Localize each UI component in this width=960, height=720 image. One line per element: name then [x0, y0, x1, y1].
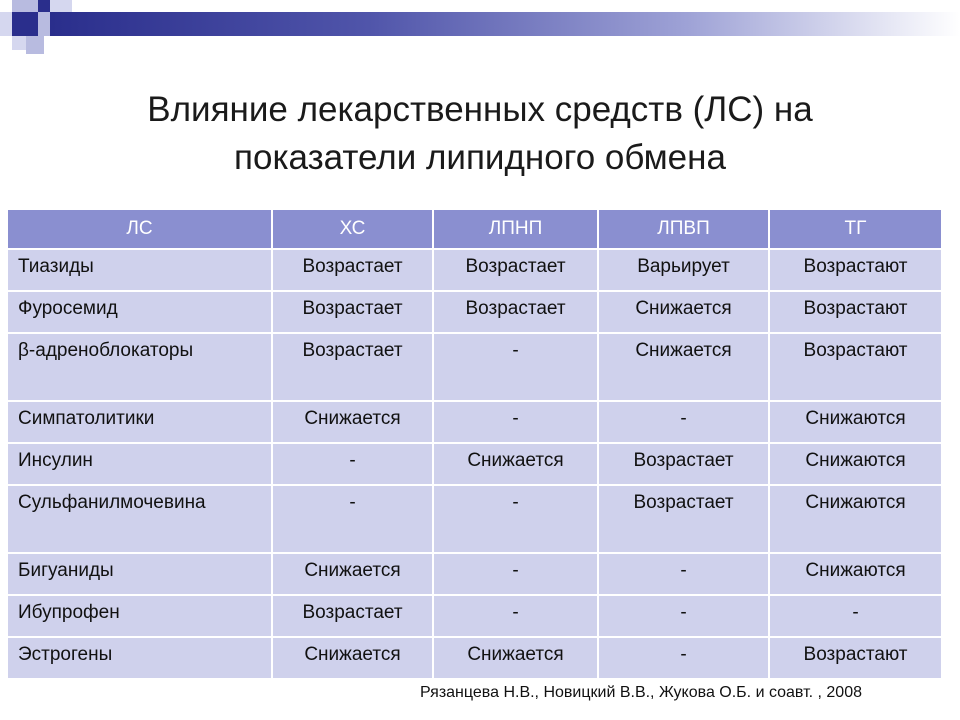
slide-title: [0, 86, 960, 182]
ldl-effect: Возрастает: [433, 249, 598, 291]
hdl-effect: Снижается: [598, 291, 769, 333]
drug-name: Эстрогены: [8, 637, 272, 679]
ldl-effect: -: [433, 595, 598, 637]
triglycerides-effect: Возрастают: [769, 291, 942, 333]
triglycerides-effect: Снижаются: [769, 485, 942, 553]
hdl-effect: Снижается: [598, 333, 769, 401]
table-row: [8, 485, 942, 553]
ldl-effect: -: [433, 333, 598, 401]
header-ldl: ЛПНП: [433, 210, 598, 249]
table-row: [8, 595, 942, 637]
drug-name: Симпатолитики: [8, 401, 272, 443]
table-row: [8, 249, 942, 291]
triglycerides-effect: Снижаются: [769, 443, 942, 485]
cholesterol-effect: Возрастает: [272, 333, 433, 401]
hdl-effect: Варьирует: [598, 249, 769, 291]
triglycerides-effect: Снижаются: [769, 553, 942, 595]
drug-name: Ибупрофен: [8, 595, 272, 637]
drug-name: Фуросемид: [8, 291, 272, 333]
deco-square: [12, 36, 26, 50]
header-cholesterol: ХС: [272, 210, 433, 249]
deco-square: [12, 12, 38, 36]
header-hdl: ЛПВП: [598, 210, 769, 249]
hdl-effect: Возрастает: [598, 443, 769, 485]
table-row: [8, 443, 942, 485]
triglycerides-effect: Снижаются: [769, 401, 942, 443]
triglycerides-effect: Возрастают: [769, 249, 942, 291]
ldl-effect: Снижается: [433, 637, 598, 679]
cholesterol-effect: -: [272, 485, 433, 553]
drug-name: β-адреноблокаторы: [8, 333, 272, 401]
cholesterol-effect: Снижается: [272, 553, 433, 595]
drug-name: Бигуаниды: [8, 553, 272, 595]
deco-square: [0, 12, 12, 36]
hdl-effect: -: [598, 553, 769, 595]
triglycerides-effect: -: [769, 595, 942, 637]
header-drug: ЛС: [8, 210, 272, 249]
drug-name: Инсулин: [8, 443, 272, 485]
deco-square: [38, 0, 50, 12]
hdl-effect: -: [598, 637, 769, 679]
deco-square: [38, 12, 50, 36]
ldl-effect: Возрастает: [433, 291, 598, 333]
ldl-effect: Снижается: [433, 443, 598, 485]
ldl-effect: -: [433, 401, 598, 443]
table-row: [8, 637, 942, 679]
drug-name: Сульфанилмочевина: [8, 485, 272, 553]
table-header-row: [8, 210, 942, 249]
table-row: [8, 401, 942, 443]
header-banner: [50, 12, 960, 36]
slide-title-line-2: показатели липидного обмена: [234, 138, 726, 177]
table-row: [8, 291, 942, 333]
cholesterol-effect: Возрастает: [272, 249, 433, 291]
hdl-effect: -: [598, 595, 769, 637]
cholesterol-effect: -: [272, 443, 433, 485]
cholesterol-effect: Снижается: [272, 637, 433, 679]
deco-square: [26, 36, 44, 54]
slide-title-line-1: Влияние лекарственных средств (ЛС) на: [147, 90, 813, 129]
hdl-effect: Возрастает: [598, 485, 769, 553]
lipid-effects-table: [8, 210, 943, 680]
deco-square: [12, 0, 38, 12]
cholesterol-effect: Возрастает: [272, 291, 433, 333]
header-triglycerides: ТГ: [769, 210, 942, 249]
drug-name: Тиазиды: [8, 249, 272, 291]
cholesterol-effect: Снижается: [272, 401, 433, 443]
ldl-effect: -: [433, 553, 598, 595]
table-row: [8, 553, 942, 595]
table-row: [8, 333, 942, 401]
source-citation: Рязанцева Н.В., Новицкий В.В., Жукова О.Б. и соавт. , 2008: [420, 684, 862, 701]
cholesterol-effect: Возрастает: [272, 595, 433, 637]
hdl-effect: -: [598, 401, 769, 443]
triglycerides-effect: Возрастают: [769, 333, 942, 401]
triglycerides-effect: Возрастают: [769, 637, 942, 679]
ldl-effect: -: [433, 485, 598, 553]
deco-square: [50, 0, 72, 12]
